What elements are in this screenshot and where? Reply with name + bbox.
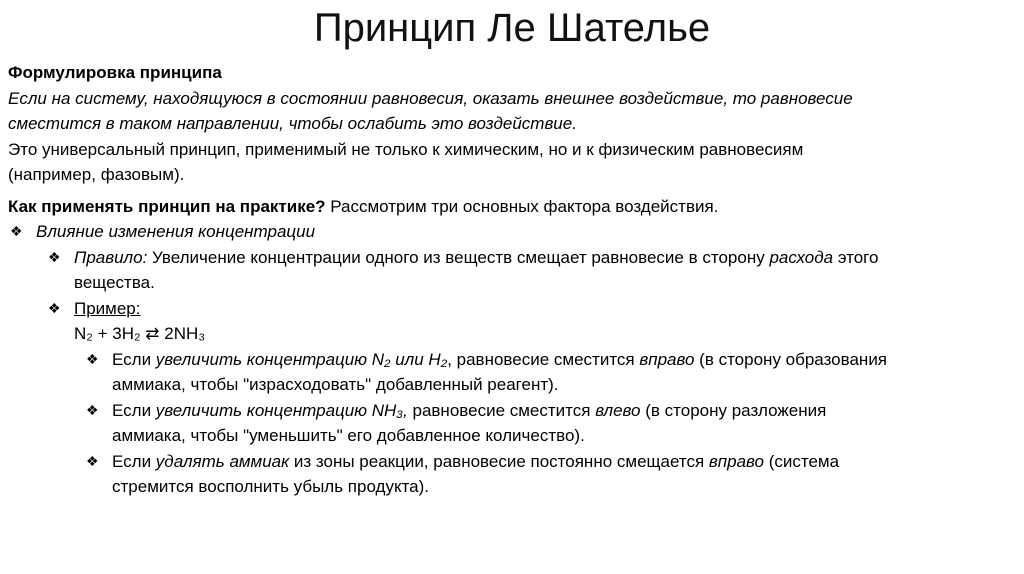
case-action: удалять аммиак [155,451,290,471]
practice-line [8,194,1008,220]
rule-continuation: вещества. [74,273,155,292]
case-text: из зоны реакции, равновесие постоянно смещается [289,451,709,471]
case-text: Если [112,451,156,471]
rule-text-part-2: этого [833,247,879,267]
case-text: Если [112,400,156,420]
case-text: Если [112,349,156,369]
rule-emphasis: расхода [769,247,834,267]
case-continuation: аммиака, чтобы "израсходовать" добавленный реагент). [112,375,559,394]
case-continuation: аммиака, чтобы "уменьшить" его добавленное количество). [112,426,585,445]
case-direction: вправо [708,451,764,471]
slide-body [8,60,1008,500]
rule-text-part-1: Увеличение концентрации одного из веществ смещает равновесие в сторону [147,247,770,267]
diamond-bullet-icon: ❖ [86,350,99,367]
rule-label: Правило: [74,247,148,267]
diamond-bullet-icon: ❖ [48,248,61,265]
diamond-bullet-icon: ❖ [10,223,23,239]
principle-note-line-1: Это универсальный принцип, применимый не только к химическим, но и к физическим равновесиям [8,139,804,159]
case-action: увеличить концентрацию NH₃, [155,400,408,420]
case-item [8,449,1008,475]
case-item [8,398,1008,424]
case-direction: влево [595,400,641,420]
principle-note-line-2: (например, фазовым). [8,165,185,184]
practice-intro: Рассмотрим три основных фактора воздействия. [325,196,719,216]
case-action: увеличить концентрацию N₂ или H₂ [155,349,448,369]
case-item [8,347,1008,373]
formulation-heading: Формулировка принципа [8,63,222,82]
case-direction: вправо [639,349,695,369]
case-text: (в сторону разложения [640,400,827,420]
diamond-bullet-icon: ❖ [86,401,99,418]
case-text: , равновесие сместится [447,349,640,369]
rule-item [8,245,1008,271]
concentration-heading: Влияние изменения концентрации [36,222,316,241]
example-label: Пример: [74,298,141,318]
reaction-equation: N₂ + 3H₂ ⇄ 2NH₃ [74,324,206,343]
case-continuation: стремится восполнить убыль продукта). [112,477,430,496]
practice-question: Как применять принцип на практике? [8,196,326,216]
case-text: равновесие сместится [407,400,596,420]
case-text: (в сторону образования [694,349,888,369]
diamond-bullet-icon: ❖ [48,299,61,316]
slide-title: Принцип Ле Шателье [313,6,711,50]
principle-statement-line-1: Если на систему, находящуюся в состоянии равновесия, оказать внешнее воздействие, то равновесие [8,88,853,108]
diamond-bullet-icon: ❖ [86,452,99,469]
concentration-heading-item [8,219,1008,245]
example-item [8,296,1008,322]
case-text: (система [763,451,840,471]
principle-statement-line-2: сместится в таком направлении, чтобы ослабить это воздействие. [8,114,577,133]
